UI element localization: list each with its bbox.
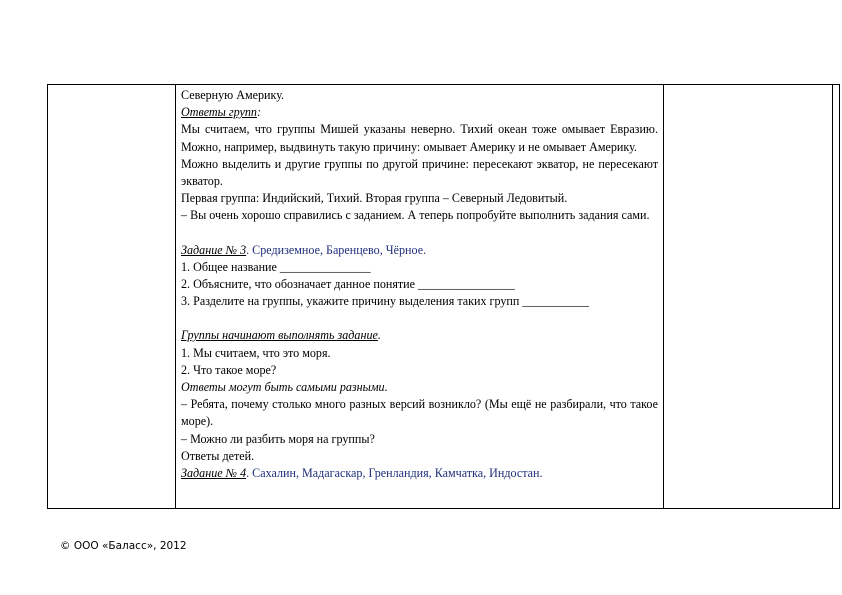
groups-start-heading [181, 327, 658, 344]
groups-start-dot: . [377, 328, 381, 343]
paragraph: Мы считаем, что группы Мишей указаны неверно. Тихий океан тоже омывает Евразию. Можно, например, выдвинуть такую причину: омывает Америку и не омывает Америку. [181, 122, 658, 154]
spacer [181, 225, 658, 242]
text-line: Северную Америку. [181, 88, 285, 102]
paragraph: Можно выделить и другие группы по другой причине: пересекают экватор, не пересекают экватор. [181, 156, 658, 189]
task-4-text: . Сахалин, Мадагаскар, Гренландия, Камчатка, Индостан. [246, 466, 543, 481]
task-4-label: Задание № 4 [181, 466, 247, 481]
paragraph: – Вы очень хорошо справились с заданием. А теперь попробуйте выполнить задания сами. [181, 208, 650, 223]
paragraph: Первая группа: Индийский, Тихий. Вторая группа – Северный Ледовитый. [181, 191, 568, 206]
groups-start-label: Группы начинают выполнять задание [181, 328, 378, 343]
answer-item: 1. Мы считаем, что это моря. [181, 345, 331, 360]
task-item: 2. Объясните, что обозначает данное понятие ________________ [181, 277, 515, 292]
task-4-heading [181, 465, 658, 482]
spacer [181, 310, 658, 327]
task-3-text: . Средиземное, Баренцево, Чёрное. [246, 242, 427, 257]
lesson-table [47, 84, 840, 509]
column-divider [664, 85, 833, 508]
task-item: 1. Общее название _______________ [181, 259, 371, 274]
paragraph: – Ребята, почему столько много разных версий возникло? (Мы ещё не разбирали, что такое море). [181, 397, 658, 429]
copyright-footer: © ООО «Баласс», 2012 [60, 540, 187, 552]
task-item: 3. Разделите на группы, укажите причину выделения таких групп ___________ [181, 294, 589, 309]
table-column-content [176, 85, 664, 508]
answer-item: 2. Что такое море? [181, 362, 277, 377]
answers-heading-colon: : [256, 105, 261, 120]
table-column-left [48, 85, 176, 508]
answers-various: Ответы могут быть самыми разными. [181, 380, 388, 395]
answers-heading [181, 104, 658, 121]
paragraph: Ответы детей. [181, 448, 255, 463]
answers-heading-label: Ответы групп [181, 105, 257, 120]
paragraph: – Можно ли разбить моря на группы? [181, 431, 375, 446]
task-3-heading [181, 242, 658, 259]
task-3-label: Задание № 3 [181, 242, 247, 257]
table-column-right [664, 85, 839, 508]
